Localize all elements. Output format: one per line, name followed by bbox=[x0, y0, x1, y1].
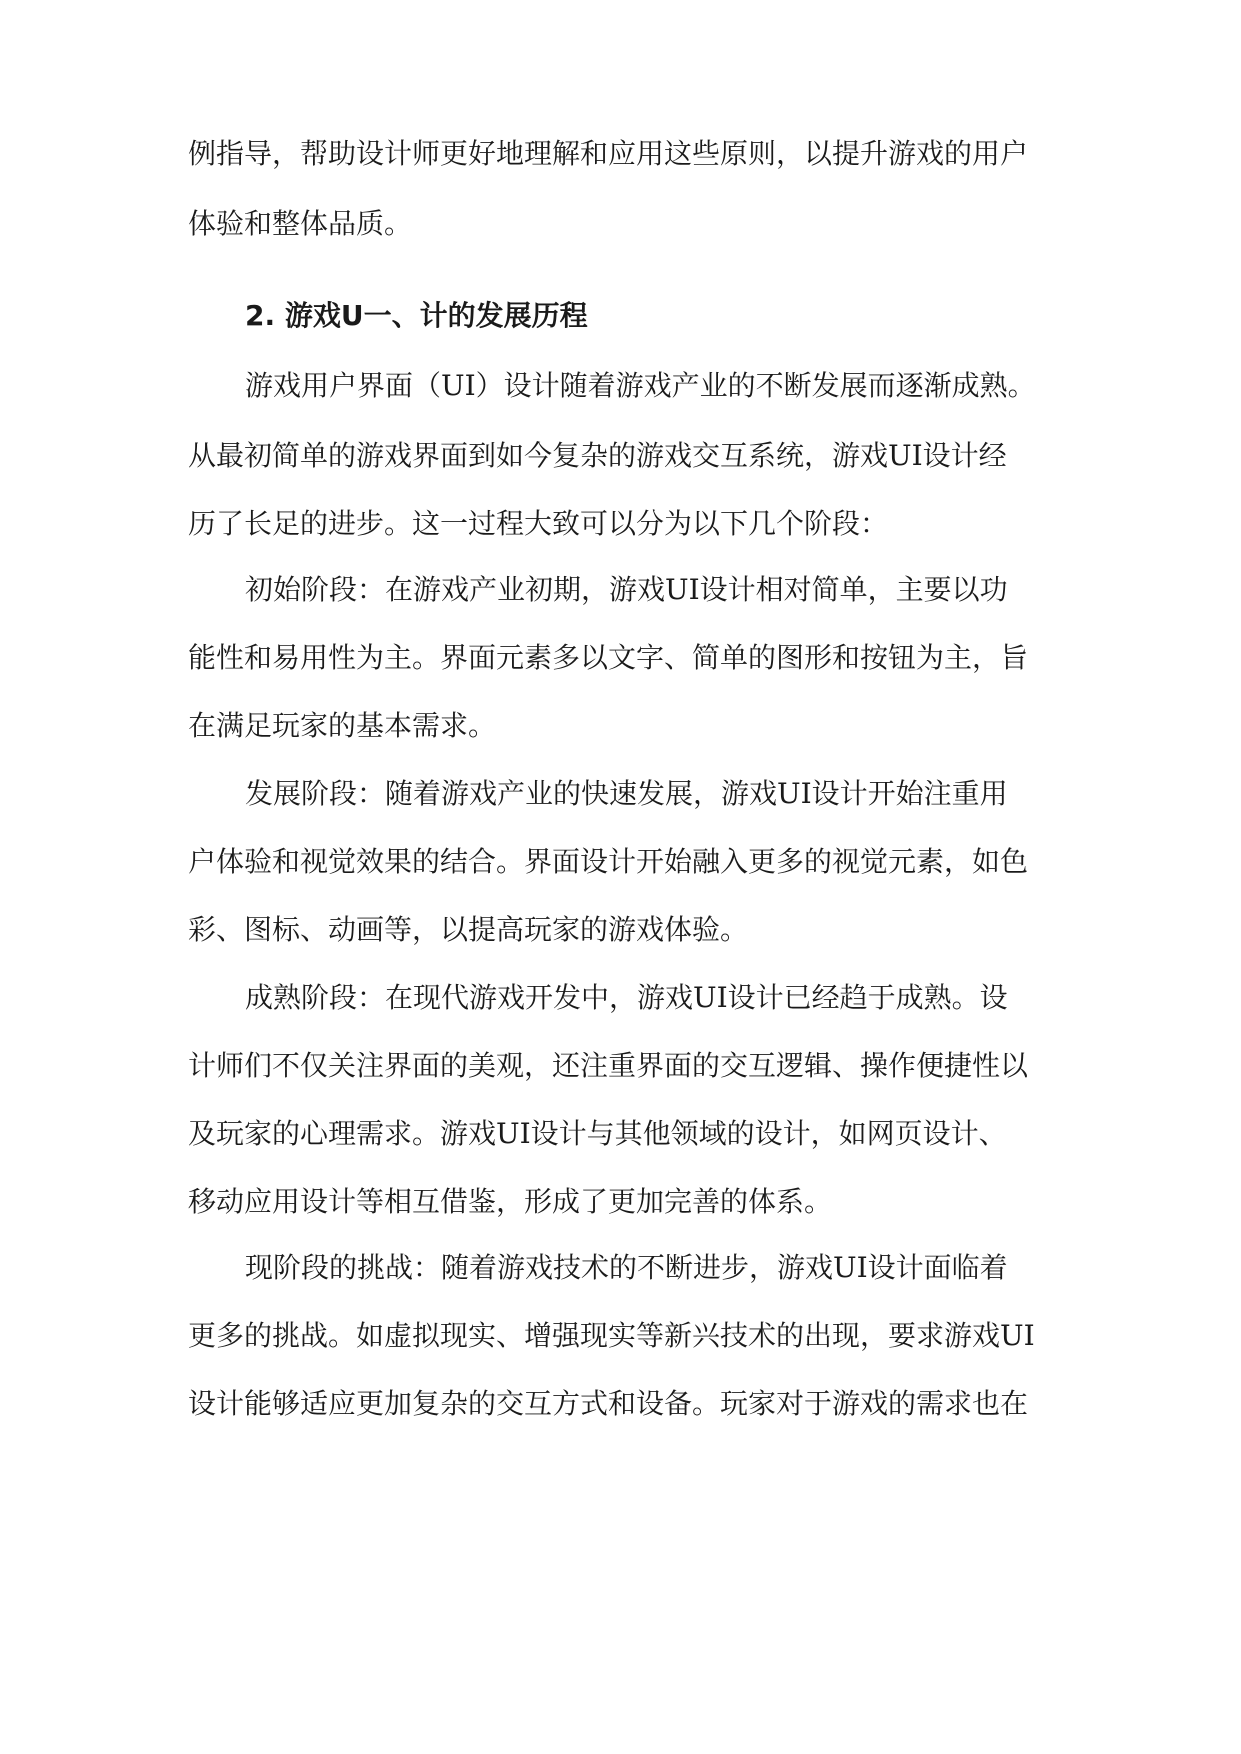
paragraph-4-line-1: 成熟阶段：在现代游戏开发中，游戏UI设计已经趋于成熟。设 bbox=[245, 981, 1008, 1014]
paragraph-4-line-2: 计师们不仅关注界面的美观，还注重界面的交互逻辑、操作便捷性以 bbox=[188, 1049, 1029, 1082]
paragraph-3-line-1: 发展阶段：随着游戏产业的快速发展，游戏UI设计开始注重用 bbox=[245, 777, 1008, 810]
paragraph-2-line-2: 能性和易用性为主。界面元素多以文字、简单的图形和按钮为主，旨 bbox=[188, 641, 1029, 674]
paragraph-1-line-1: 游戏用户界面（UI）设计随着游戏产业的不断发展而逐渐成熟。 bbox=[245, 369, 1036, 402]
paragraph-5-line-2: 更多的挑战。如虚拟现实、增强现实等新兴技术的出现，要求游戏UI bbox=[188, 1319, 1035, 1352]
paragraph-5-line-3: 设计能够适应更加复杂的交互方式和设备。玩家对于游戏的需求也在 bbox=[188, 1387, 1029, 1420]
paragraph-1-line-3: 历了长足的进步。这一过程大致可以分为以下几个阶段： bbox=[188, 507, 889, 540]
paragraph-5-line-1: 现阶段的挑战：随着游戏技术的不断进步，游戏UI设计面临着 bbox=[245, 1251, 1008, 1284]
paragraph-2-line-3: 在满足玩家的基本需求。 bbox=[188, 709, 497, 742]
paragraph-3-line-2: 户体验和视觉效果的结合。界面设计开始融入更多的视觉元素，如色 bbox=[188, 845, 1029, 878]
paragraph-3-line-3: 彩、图标、动画等，以提高玩家的游戏体验。 bbox=[188, 913, 749, 946]
paragraph-1-line-2: 从最初简单的游戏界面到如今复杂的游戏交互系统，游戏UI设计经 bbox=[188, 439, 1007, 472]
paragraph-4-line-4: 移动应用设计等相互借鉴，形成了更加完善的体系。 bbox=[188, 1185, 833, 1218]
paragraph-2-line-1: 初始阶段：在游戏产业初期，游戏UI设计相对简单，主要以功 bbox=[245, 573, 1008, 606]
paragraph-4-line-3: 及玩家的心理需求。游戏UI设计与其他领域的设计，如网页设计、 bbox=[188, 1117, 1007, 1150]
intro-line-1: 例指导，帮助设计师更好地理解和应用这些原则，以提升游戏的用户 bbox=[188, 137, 1029, 170]
intro-line-2: 体验和整体品质。 bbox=[188, 207, 413, 240]
section-heading: 2. 游戏U一、计的发展历程 bbox=[245, 299, 588, 332]
